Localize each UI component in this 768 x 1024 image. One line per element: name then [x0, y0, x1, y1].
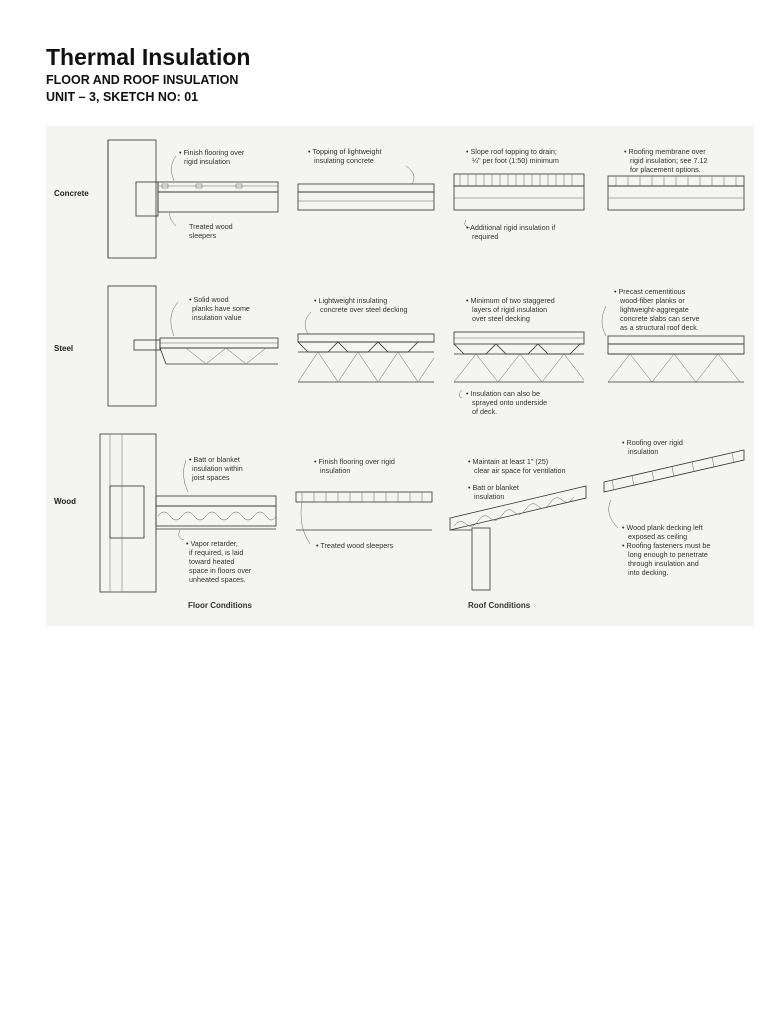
- row-label-steel: Steel: [54, 344, 74, 353]
- note-w3b: clear air space for ventilation: [474, 466, 566, 475]
- unit-sketch-line: UNIT – 3, SKETCH NO: 01: [46, 90, 199, 104]
- note-s3b: layers of rigid insulation: [472, 305, 548, 314]
- note-c3b: ¼" per foot (1:50) minimum: [472, 156, 559, 165]
- note-s3f: of deck.: [472, 407, 498, 416]
- wood-floor-sleeper-detail: [296, 492, 432, 530]
- note-c1d: sleepers: [189, 231, 217, 240]
- note-w1e: if required, is laid: [189, 548, 244, 557]
- wood-roof-plank-detail: [604, 450, 744, 492]
- note-w4f: long enough to penetrate: [628, 550, 708, 559]
- note-w4c: • Wood plank decking left: [622, 523, 703, 532]
- note-w1f: toward heated: [189, 557, 235, 566]
- note-w3c: • Batt or blanket: [468, 483, 519, 492]
- note-w2a: • Finish flooring over rigid: [314, 457, 395, 466]
- note-s2a: • Lightweight insulating: [314, 296, 388, 305]
- insulation-sketch-sheet: [46, 126, 754, 626]
- note-s3c: over steel decking: [472, 314, 530, 323]
- note-w2b: insulation: [320, 466, 351, 475]
- note-c4b: rigid insulation; see 7.12: [630, 156, 708, 165]
- note-w1d: • Vapor retarder,: [186, 539, 238, 548]
- note-c1a: • Finish flooring over: [179, 148, 245, 157]
- wood-roof-ventilated-detail: [450, 486, 586, 590]
- page-subtitle: FLOOR AND ROOF INSULATION: [46, 73, 239, 87]
- caption-floor-conditions: Floor Conditions: [188, 601, 252, 610]
- note-c3d: required: [472, 232, 499, 241]
- note-c1b: rigid insulation: [184, 157, 230, 166]
- note-s1a: • Solid wood: [189, 295, 229, 304]
- note-s1b: planks have some: [192, 304, 250, 313]
- note-c2b: insulating concrete: [314, 156, 374, 165]
- note-w4a: • Roofing over rigid: [622, 438, 683, 447]
- caption-roof-conditions: Roof Conditions: [468, 601, 531, 610]
- note-w4b: insulation: [628, 447, 659, 456]
- note-s3d: • Insulation can also be: [466, 389, 541, 398]
- note-c3c: • Additional rigid insulation if: [466, 223, 556, 232]
- note-s4e: as a structural roof deck.: [620, 323, 699, 332]
- note-s4a: • Precast cementitious: [614, 287, 686, 296]
- note-s3a: • Minimum of two staggered: [466, 296, 555, 305]
- steel-floor-decking-detail: [298, 334, 434, 382]
- note-s1c: insulation value: [192, 313, 242, 322]
- note-w1a: • Batt or blanket: [189, 455, 240, 464]
- row-label-wood: Wood: [54, 497, 77, 506]
- note-c1c: Treated wood: [189, 222, 233, 231]
- note-w4h: into decking.: [628, 568, 669, 577]
- note-w1g: space in floors over: [189, 566, 252, 575]
- concrete-roof-membrane-detail: [608, 176, 744, 210]
- note-s2b: concrete over steel decking: [320, 305, 408, 314]
- steel-roof-precast-deck-detail: [608, 336, 744, 382]
- concrete-roof-slope-detail: [454, 174, 584, 210]
- note-w1h: unheated spaces.: [189, 575, 246, 584]
- note-w4e: • Roofing fasteners must be: [622, 541, 711, 550]
- note-c4a: • Roofing membrane over: [624, 147, 706, 156]
- note-w1b: insulation within: [192, 464, 243, 473]
- page-title: Thermal Insulation: [46, 44, 251, 70]
- note-w3a: • Maintain at least 1" (25): [468, 457, 549, 466]
- note-s4b: wood-fiber planks or: [620, 296, 685, 305]
- note-s3e: sprayed onto underside: [472, 398, 548, 407]
- note-s4c: lightweight-aggregate: [620, 305, 689, 314]
- note-c3a: • Slope roof topping to drain;: [466, 147, 557, 156]
- steel-roof-rigid-insulation-detail: [454, 332, 584, 382]
- row-label-concrete: Concrete: [54, 189, 89, 198]
- note-s4d: concrete slabs can serve: [620, 314, 700, 323]
- note-w4g: through insulation and: [628, 559, 699, 568]
- note-c2a: • Topping of lightweight: [308, 147, 382, 156]
- note-w1c: joist spaces: [192, 473, 230, 482]
- note-w4d: exposed as ceiling: [628, 532, 688, 541]
- concrete-floor-topping-detail: [298, 184, 434, 210]
- note-c4c: for placement options.: [630, 165, 701, 174]
- insulation-sketch-drawing: [46, 126, 754, 626]
- note-w2c: • Treated wood sleepers: [316, 541, 394, 550]
- note-w3d: insulation: [474, 492, 505, 501]
